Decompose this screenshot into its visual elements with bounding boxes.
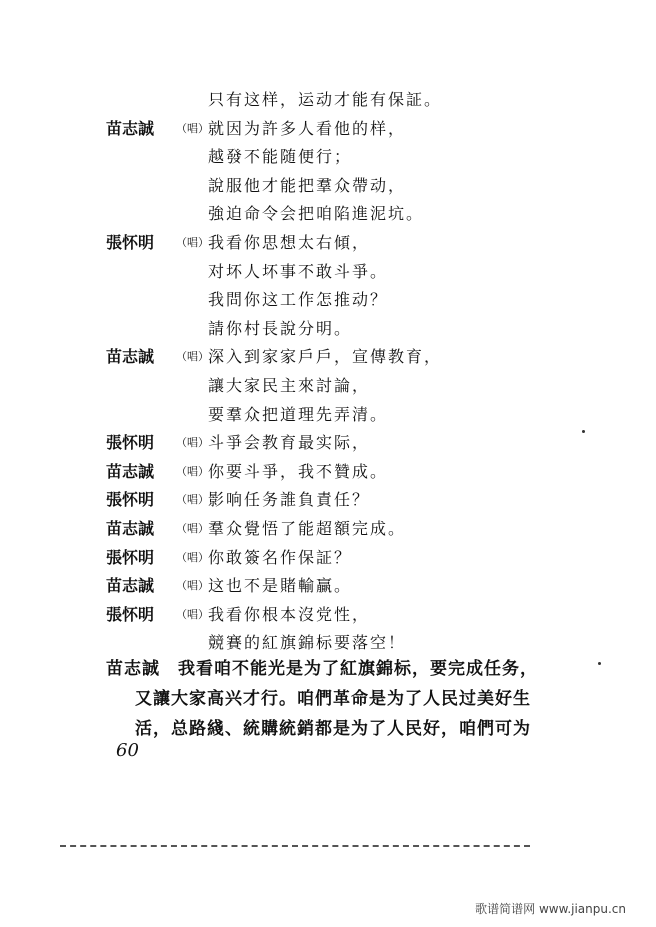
scan-speck (598, 662, 601, 665)
sing-mark: （唱） (176, 550, 209, 564)
page-number: 60 (116, 740, 139, 761)
verse-text: 深入到家家戶戶，宣傳教育， (208, 347, 443, 367)
sing-mark: （唱） (176, 236, 209, 249)
sing-mark: （唱） (176, 350, 209, 364)
verse-text: 就因为許多人看他的样， (208, 118, 407, 138)
speaker-name: 苗志誠 (106, 347, 155, 367)
prose-line-1: 苗志誠 我看咱不能光是为了紅旗錦标，要完成任务， (106, 659, 538, 679)
verse-text: 讓大家民主來討論， (208, 376, 371, 395)
sing-mark: （唱） (176, 464, 209, 478)
verse-text: 我看你根本沒党性， (208, 604, 371, 624)
verse-text: 你敢簽名作保証？ (208, 547, 353, 567)
verse-text: 你要斗爭，我不贊成。 (208, 461, 389, 481)
sing-mark: （唱） (176, 522, 209, 535)
verse-text: 強迫命令会把咱陷進泥坑。 (208, 204, 425, 224)
verse-text: 說服他才能把羣众帶动， (208, 175, 407, 195)
speaker-name: 苗志誠 (106, 461, 155, 481)
verse-text: 影响任务誰負責任？ (208, 490, 371, 510)
verse-text: 我看你思想太右傾， (208, 233, 371, 252)
bottom-scan-rule (60, 845, 530, 847)
speaker-name: 苗志誠 (106, 576, 155, 596)
verse-text: 越發不能随便行； (208, 147, 353, 167)
speaker-name: 張怀明 (106, 547, 155, 567)
sing-mark: （唱） (176, 579, 209, 593)
sing-mark: （唱） (176, 121, 209, 135)
verse-text: 請你村長說分明。 (208, 318, 353, 338)
prose-line-3: 活，总路綫、統購統銷都是为了人民好，咱們可为 (135, 719, 531, 739)
speaker-name: 張怀明 (106, 604, 155, 624)
scan-speck (582, 430, 585, 433)
speaker-name: 苗志誠 (106, 519, 155, 538)
verse-text: 对坏人坏事不敢斗爭。 (208, 261, 389, 281)
speaker-name: 苗志誠 (106, 118, 155, 138)
site-watermark: 歌谱简谱网 www.jianpu.cn (475, 902, 626, 916)
verse-text: 只有这样，运动才能有保証。 (208, 90, 443, 109)
speaker-name: 張怀明 (106, 233, 155, 252)
sing-mark: （唱） (176, 436, 209, 450)
verse-text: 要羣众把道理先弄清。 (208, 404, 389, 424)
verse-text: 我問你这工作怎推动？ (208, 290, 389, 310)
verse-text: 競賽的紅旗錦标要落空！ (208, 633, 407, 653)
prose-line-2: 又讓大家高兴才行。咱們革命是为了人民过美好生 (135, 689, 531, 709)
sing-mark: （唱） (176, 607, 209, 621)
verse-text: 羣众覺悟了能超額完成。 (208, 519, 407, 538)
speaker-name: 張怀明 (106, 433, 155, 453)
verse-text: 斗爭会教育最实际， (208, 433, 371, 453)
verse-text: 这也不是賭輸贏。 (208, 576, 353, 596)
sing-mark: （唱） (176, 493, 209, 507)
speaker-name: 張怀明 (106, 490, 155, 510)
